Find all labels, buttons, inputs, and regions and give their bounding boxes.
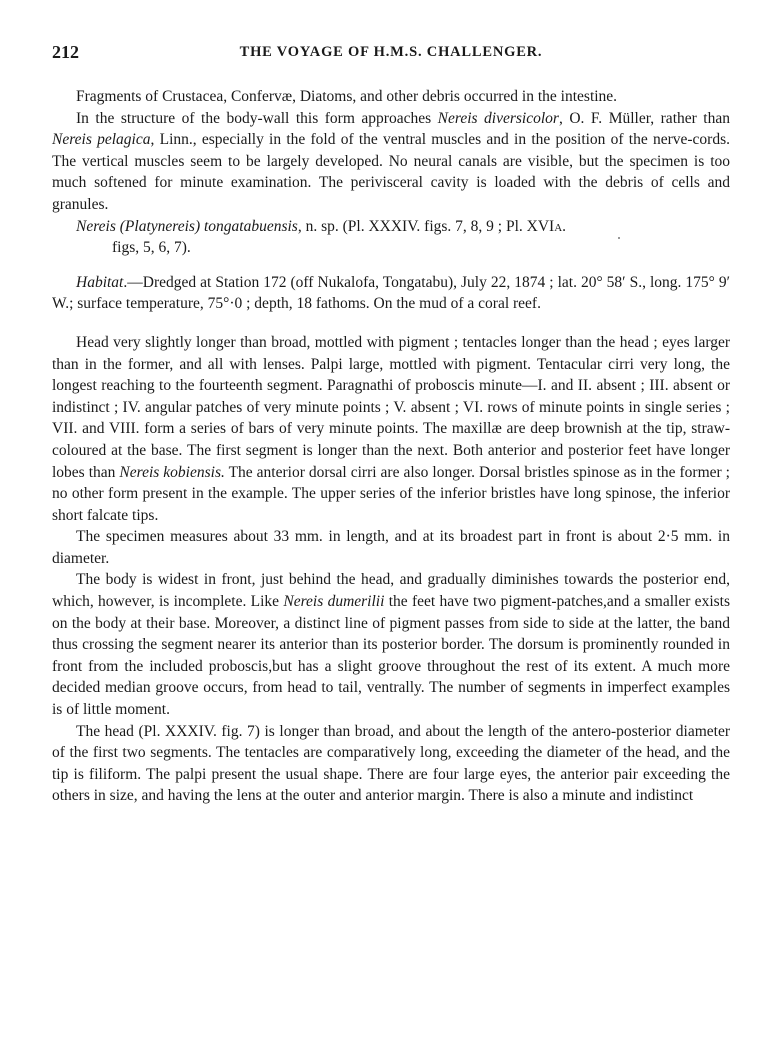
body-text (52, 86, 730, 807)
habitat-label: Habitat (76, 273, 124, 291)
description-head: Head very slightly longer than broad, mottled with pigment ; tentacles longer than the head ; eyes larger than in the former, and all with lenses. Palpi large, mottled with pigment. Tentacular cirri very long, the longest reaching to the fourteenth segment. Paragnathi of proboscis minute—I. and II. absent ; III. absent or indistinct ; IV. angular patches of very minute points ; V. absent ; VI. rows of minute points in single series ; VII. and VIII. form a series of bars of very minute points. The maxillæ are deep brownish at the tip, straw-coloured at the base. The first segment is longer than the next. Both anterior and posterior feet have longer lobes than Nereis kobiensis. The anterior dorsal cirri are also longer. Dorsal bristles spinose as in the former ; no other form present in the example. The upper series of the inferior bristles have long spinose, the inferior short falcate tips. (52, 333, 730, 524)
taxon-name: Nereis diversicolor (437, 109, 559, 127)
paragraph-intestine: Fragments of Crustacea, Confervæ, Diatoms, and other debris occurred in the intestine. (76, 88, 618, 105)
description-head-detail: The head (Pl. XXXIV. fig. 7) is longer than broad, and about the length of the antero-posterior diameter of the first two segments. The tentacles are comparatively long, exceeding the diameter of the head, and the tip is filiform. The palpi present the usual shape. There are four large eyes, the anterior pair exceeding the others in size, and having the lens at the outer and anterior margin. There is also a minute and indistinct (52, 722, 730, 805)
species-figure-refs: figs, 5, 6, 7). (112, 239, 191, 257)
habitat-paragraph: Habitat.—Dredged at Station 172 (off Nukalofa, Tongatabu), July 22, 1874 ; lat. 20° 58′ S., long. 175° 9′ W.; surface temperature, 75°·0 ; depth, 18 fathoms. On the mud of a coral reef. (52, 273, 730, 313)
taxon-name: Nereis kobiensis. (119, 463, 225, 481)
description-size: The specimen measures about 33 mm. in length, and at its broadest part in front is about 2·5 mm. in diameter. (52, 528, 730, 567)
paragraph-body-wall: In the structure of the body-wall this form approaches Nereis diversicolor, O. F. Müller, rather than Nereis pelagica, Linn., especially in the fold of the ventral muscles and in the position of the nerve-cords. The vertical muscles seem to be largely developed. No neural canals are visible, but the specimen is too much softened for minute examination. The perivisceral cavity is loaded with the debris of cells and granules. (52, 109, 730, 213)
description-body: The body is widest in front, just behind the head, and gradually diminishes towards the posterior end, which, however, is incomplete. Like Nereis dumerilii the feet have two pigment-patches,and a smaller exists on the body at their base. Moreover, a distinct line of pigment passes from side to side at the latter, the band thus crossing the segment nearer its anterior than its posterior border. The dorsum is prominently rounded in front from the included proboscis,but has a slight groove throughout the rest of its extent. A much more decided median groove occurs, from head to tail, ventrally. The number of segments in imperfect examples is of little moment. (52, 571, 730, 719)
page-number: 212 (52, 42, 79, 62)
taxon-name: Nereis dumerilii (283, 593, 385, 611)
taxon-name: Nereis pelagica (52, 131, 151, 149)
species-name: Nereis (Platynereis) tongatabuensis (76, 217, 298, 235)
page-header (52, 42, 730, 64)
running-title: THE VOYAGE OF H.M.S. CHALLENGER. (239, 44, 543, 60)
species-heading: Nereis (Platynereis) tongatabuensis, n. sp. (Pl. XXXIV. figs. 7, 8, 9 ; Pl. XVIa. figs, 5, 6, 7). (52, 216, 730, 259)
